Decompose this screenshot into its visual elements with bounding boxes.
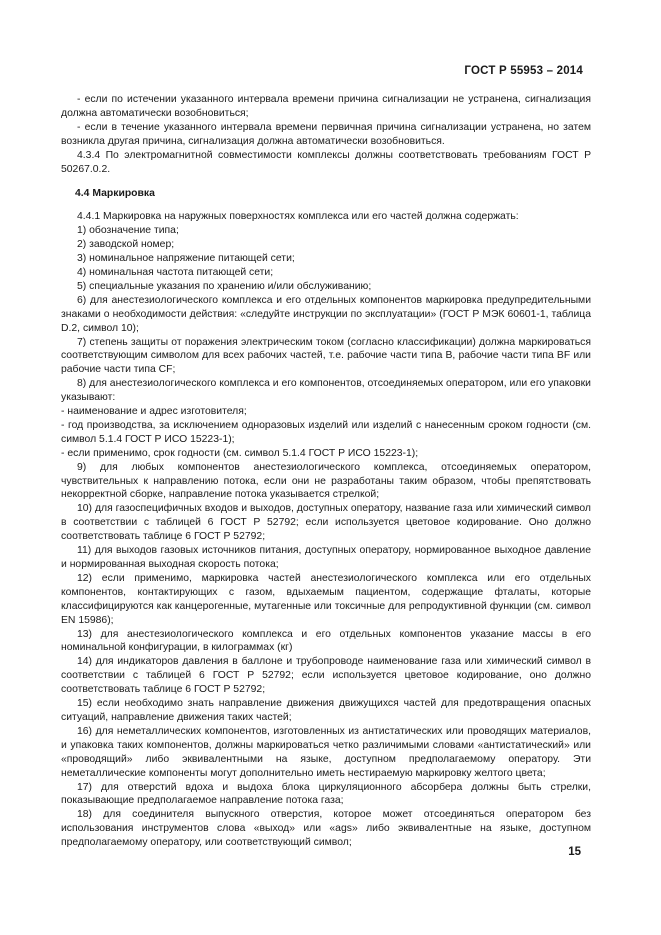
list-item: 3) номинальное напряжение питающей сети; <box>77 253 295 265</box>
list-item: 11) для выходов газовых источников питания, доступных оператору, нормированное выходное давление и нормированная выходная скорость потока; <box>61 545 591 570</box>
list-item: 2) заводской номер; <box>77 239 175 251</box>
list-item: 8) для анестезиологического комплекса и его компонентов, отсоединяемых оператором, или его упаковки указывают: <box>61 378 591 404</box>
paragraph: - если в течение указанного интервала времени первичная причина сигнализации устранена, но затем возникла другая причина, сигнализация должна автоматически возобновиться. <box>61 121 591 147</box>
section-heading: 4.4 Маркировка <box>75 188 155 200</box>
list-item: 15) если необходимо знать направление движения движущихся частей для предотвращения опасных ситуаций, направление движения таких частей; <box>61 698 591 723</box>
list-item: 17) для отверстий вдоха и выдоха блока циркуляционного абсорбера должны быть стрелки, показывающие предполагаемое направление потока газа; <box>61 781 591 807</box>
dash-item: - наименование и адрес изготовителя; <box>61 406 247 418</box>
page-number: 15 <box>568 846 581 858</box>
list-item: 9) для любых компонентов анестезиологического комплекса, отсоединяемых оператором, чувствительных к направлению потока, если они не разработаны таким образом, чтобы препятствовать некорректной сборке, направление потока указывается стрелкой; <box>61 461 591 501</box>
paragraph: 4.4.1 Маркировка на наружных поверхностях комплекса или его частей должна содержать: <box>77 211 519 223</box>
list-item: 4) номинальная частота питающей сети; <box>77 266 274 278</box>
list-item: 16) для неметаллических компонентов, изготовленных из антистатических или проводящих материалов, и упаковка таких компонентов, должны маркироваться четко различимыми словами «антистатический» или «проводящий» либо эквивалентными на языке, доступном предполагаемому оператору. Эти неметаллические компоненты могут дополнительно иметь нестираемую маркировку желтого цвета; <box>61 725 591 779</box>
list-item: 14) для индикаторов давления в баллоне и трубопроводе наименование газа или химический символ в соответствии с таблицей 6 ГОСТ Р 52792; если используется цветовое кодирование, оно должно соответствовать таблице 6 ГОСТ Р 52792; <box>61 656 591 696</box>
list-item: 12) если применимо, маркировка частей анестезиологического комплекса или его отдельных компонентов, контактирующих с газом, вдыхаемым пациентом, содержащие фталаты, которые классифицируются как канцерогенные, мутагенные или токсичные для репродуктивной функции (см. символ EN 15986); <box>61 572 591 626</box>
list-item: 18) для соединителя выпускного отверстия, которое может отсоединяться оператором без использования инструментов слова «выход» или «ags» либо эквивалентные на языке, доступном предполагаемому оператору, или соответствующий символ; <box>61 809 591 849</box>
list-item: 1) обозначение типа; <box>77 225 179 237</box>
list-item: 7) степень защиты от поражения электрическим током (согласно классификации) должна маркироваться соответствующим символом для всех рабочих частей, т.е. рабочие части типа В, рабочие части типа BF или рабочие части типа CF; <box>61 336 591 376</box>
paragraph: - если по истечении указанного интервала времени причина сигнализации не устранена, сигнализация должна автоматически возобновиться; <box>61 94 591 119</box>
list-item: 10) для газоспецифичных входов и выходов, доступных оператору, название газа или химический символ в соответствии с таблицей 6 ГОСТ Р 52792; если используется цветовое кодирование. Оно должно соответствовать таблице 6 ГОСТ Р 52792; <box>61 503 591 543</box>
list-item: 13) для анестезиологического комплекса и его отдельных компонентов указание массы в его номинальной конфигурации, в килограммах (кг) <box>61 628 591 654</box>
list-item: 6) для анестезиологического комплекса и его отдельных компонентов маркировка предупредительными знаками о необходимости действия: «следуйте инструкции по эксплуатации» (ГОСТ Р МЭК 60601-1, таблица D.2, символ 10); <box>61 294 591 334</box>
dash-item: - год производства, за исключением одноразовых изделий или изделий с нанесенным сроком годности (см. символ 5.1.4 ГОСТ Р ИСО 15223-1); <box>61 419 591 445</box>
document-body <box>61 93 591 850</box>
list-item: 5) специальные указания по хранению и/или обслуживанию; <box>77 280 372 292</box>
paragraph: 4.3.4 По электромагнитной совместимости комплексы должны соответствовать требованиям ГОСТ Р 50267.0.2. <box>61 149 591 175</box>
document-header: ГОСТ Р 55953 – 2014 <box>464 65 583 77</box>
dash-item: - если применимо, срок годности (см. символ 5.1.4 ГОСТ Р ИСО 15223-1); <box>61 447 419 459</box>
